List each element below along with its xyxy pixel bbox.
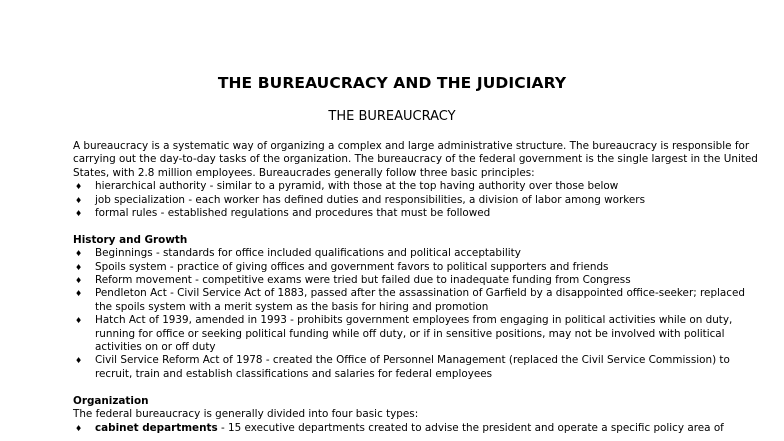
- list-item: [73, 261, 763, 274]
- list-item: [73, 314, 763, 354]
- diamond-bullet-icon: ♦: [75, 276, 83, 286]
- diamond-bullet-icon: ♦: [75, 316, 83, 326]
- history-list: [73, 247, 763, 381]
- diamond-bullet-icon: ♦: [75, 182, 83, 192]
- list-item: [73, 194, 763, 207]
- list-item-text: Beginnings - standards for office included qualifications and political acceptability: [95, 247, 521, 260]
- list-item: [73, 422, 763, 435]
- list-item-text: Hatch Act of 1939, amended in 1993 - prohibits government employees from engaging in political activities while on duty, running for office or seeking political funding while off duty, or if in sensitive positions, may not be involved with political activities on or off duty: [95, 314, 733, 354]
- diamond-bullet-icon: ♦: [75, 289, 83, 299]
- diamond-bullet-icon: ♦: [75, 209, 83, 219]
- list-item-text: - 15 executive departments created to advise the president and operate a specific policy area of: [217, 421, 724, 434]
- list-item-text: Civil Service Reform Act of 1978 - created the Office of Personnel Management (replaced the Civil Service Commission) to recruit, train and establish classifications and salaries for federal employees: [95, 354, 730, 380]
- organization-list: [73, 422, 763, 435]
- history-heading: History and Growth: [73, 233, 188, 246]
- list-item-text: hierarchical authority - similar to a pyramid, with those at the top having authority over those below: [95, 180, 619, 193]
- spacer: [73, 381, 763, 394]
- diamond-bullet-icon: ♦: [75, 423, 83, 433]
- diamond-bullet-icon: ♦: [75, 356, 83, 366]
- list-item: [73, 354, 763, 381]
- list-item-term: cabinet departments: [95, 421, 218, 434]
- list-item: [73, 287, 763, 314]
- spacer: [73, 220, 763, 233]
- list-item-text: job specialization - each worker has defined duties and responsibilities, a division of labor among workers: [95, 193, 645, 206]
- intro-paragraph: A bureaucracy is a systematic way of organizing a complex and large administrative structure. The bureaucracy is responsible for carrying out the day-to-day tasks of the organization. The bureaucracy of the federal government is the single largest in the United States, with 2.8 million employees. Bureaucrades generally follow three basic principles:: [73, 140, 758, 179]
- list-item-text: Spoils system - practice of giving offices and government favors to political supporters and friends: [95, 260, 609, 273]
- diamond-bullet-icon: ♦: [75, 262, 83, 272]
- diamond-bullet-icon: ♦: [75, 249, 83, 259]
- document-title: THE BUREAUCRACY AND THE JUDICIARY: [217, 74, 567, 92]
- organization-intro: The federal bureaucracy is generally divided into four basic types:: [73, 408, 419, 421]
- list-item-text: Pendleton Act - Civil Service Act of 1883, passed after the assassination of Garfield by a disappointed office-seeker; replaced the spoils system with a merit system as the basis for hiring and promotion: [95, 287, 746, 313]
- section-title: THE BUREAUCRACY: [328, 109, 456, 124]
- list-item: [73, 274, 763, 287]
- diamond-bullet-icon: ♦: [75, 195, 83, 205]
- list-item-text: formal rules - established regulations and procedures that must be followed: [95, 207, 491, 220]
- list-item: [73, 247, 763, 260]
- organization-heading: Organization: [73, 394, 149, 407]
- principles-list: [73, 180, 763, 220]
- list-item: [73, 207, 763, 220]
- document-body: [73, 140, 763, 435]
- list-item-text: Reform movement - competitive exams were tried but failed due to inadequate funding from Congress: [95, 274, 631, 287]
- list-item: [73, 180, 763, 193]
